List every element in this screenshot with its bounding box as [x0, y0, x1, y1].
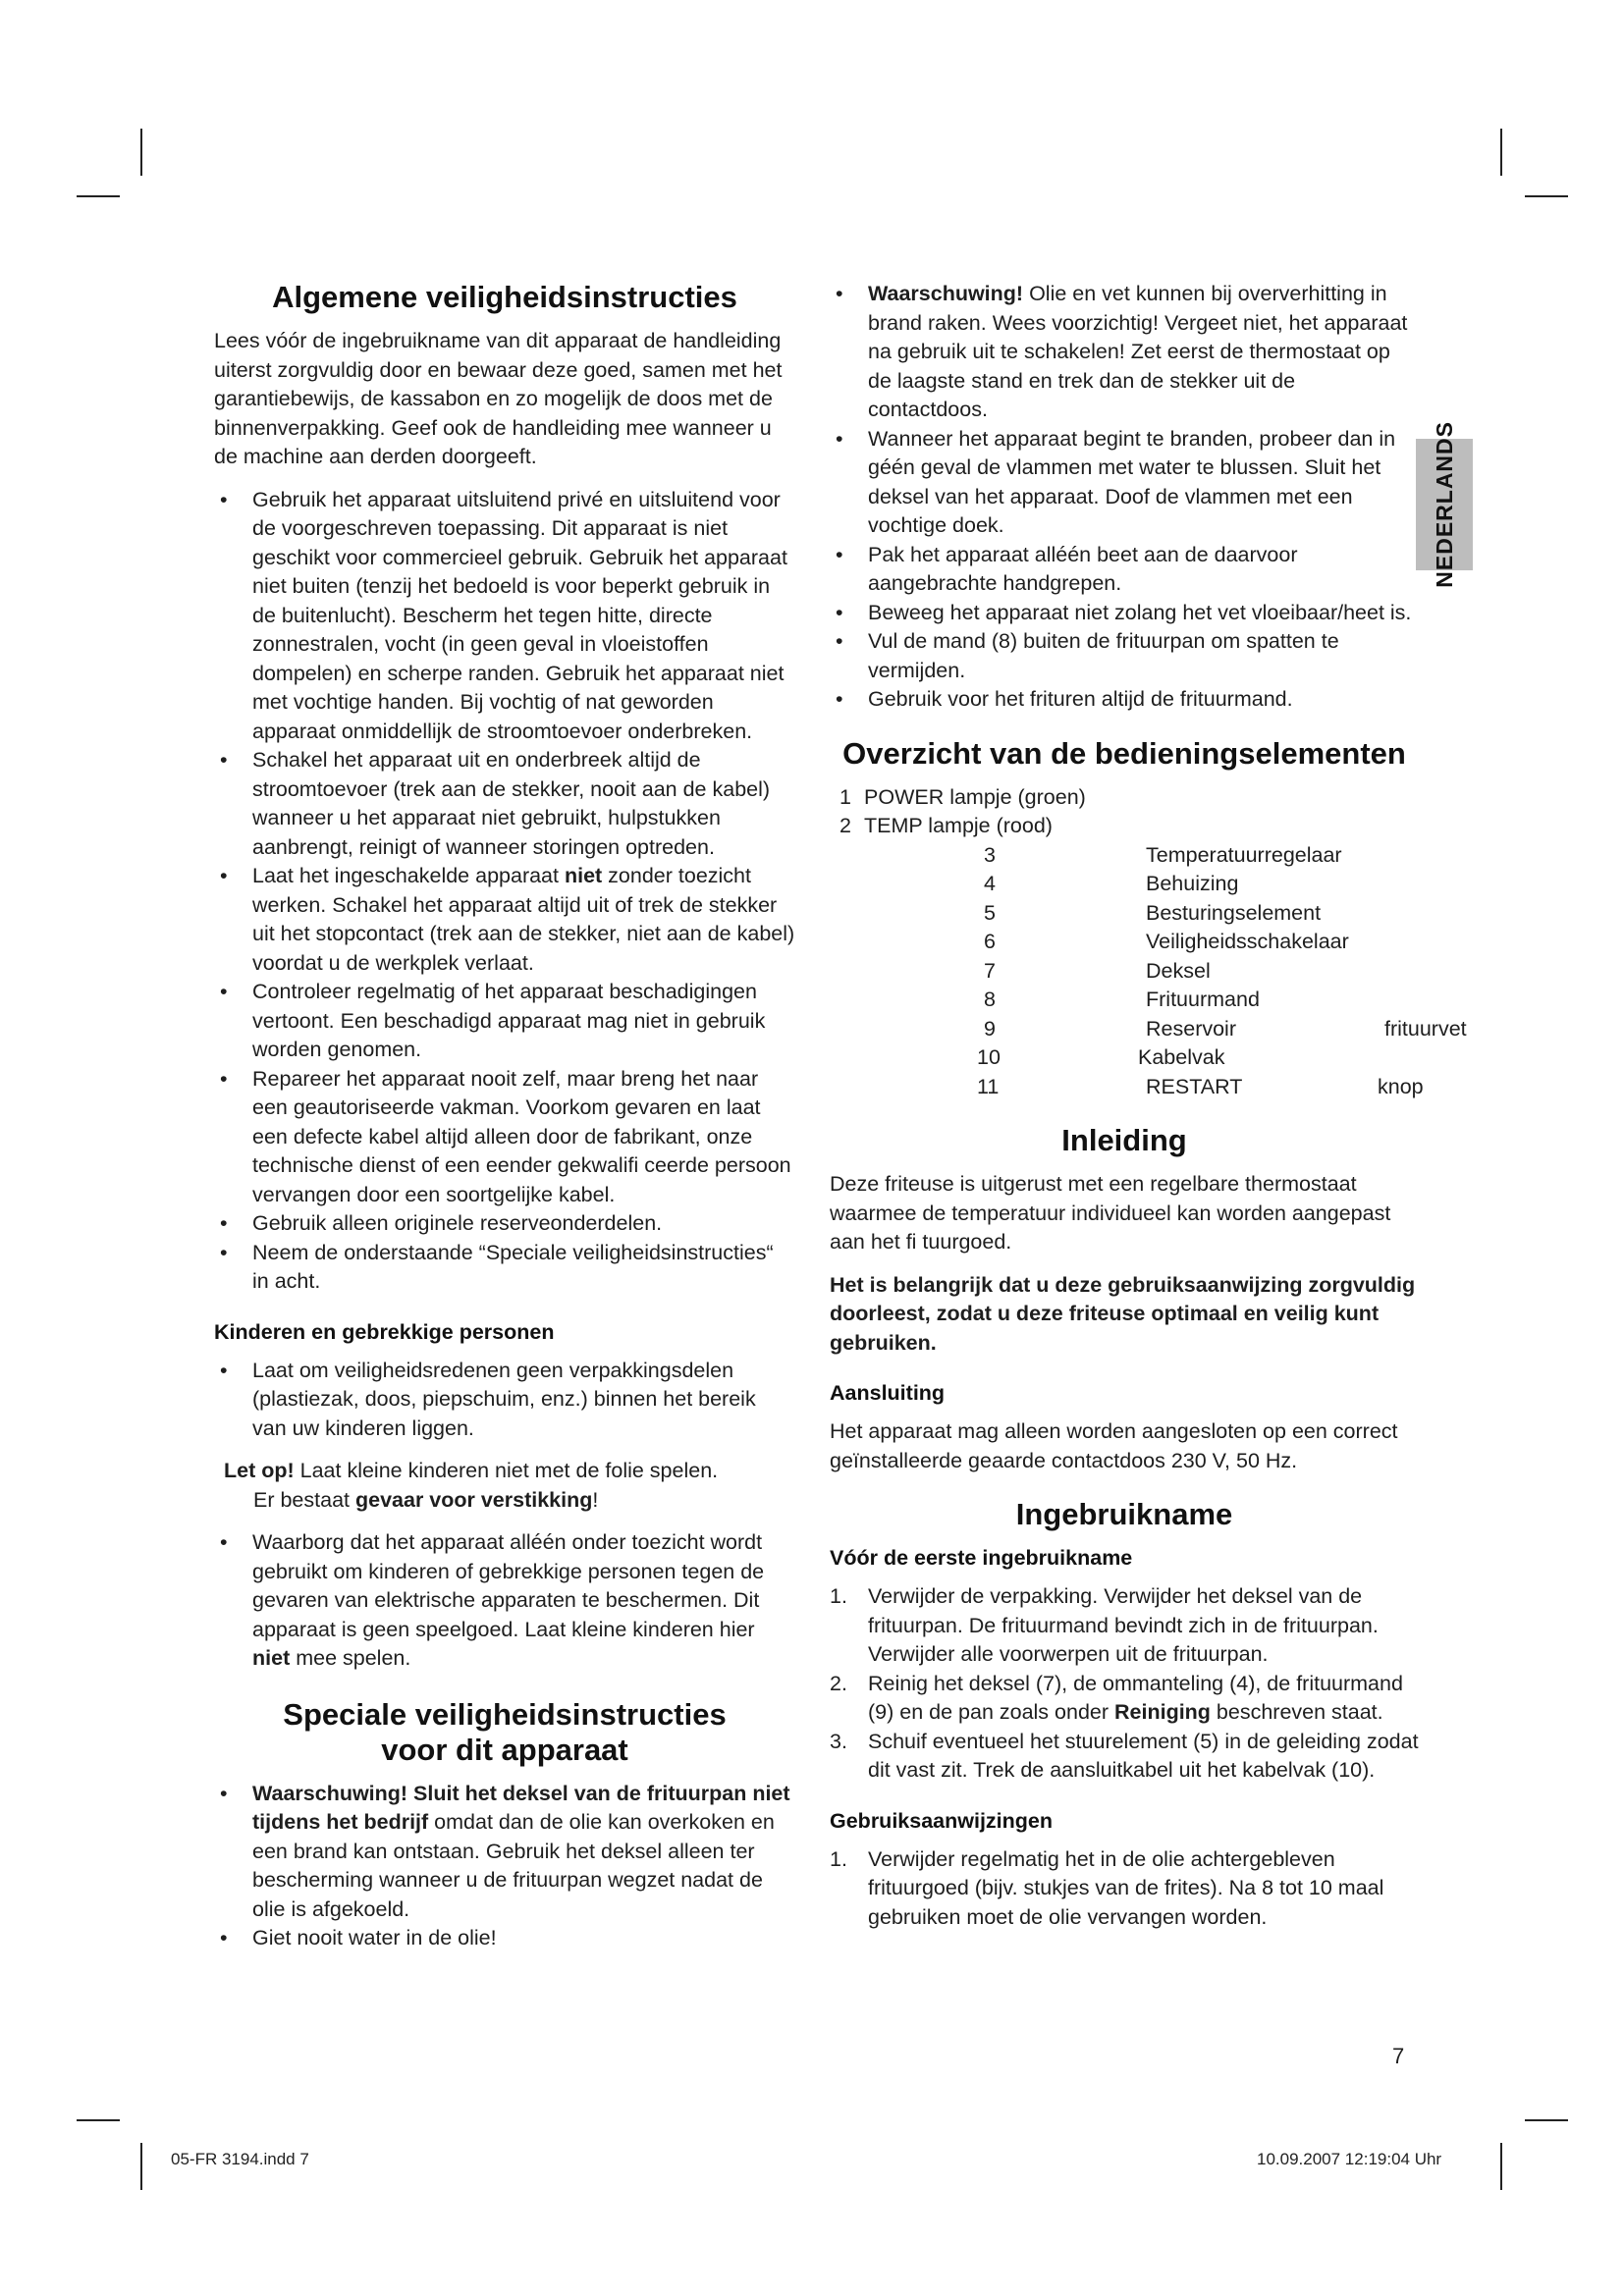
overview-row: 4 Behuizing: [984, 872, 1239, 895]
overview-row: 2 TEMP lampje (rood): [839, 814, 1053, 837]
list-item: • Repareer het apparaat nooit zelf, maar breng het naar een geautoriseerde vakman. Voorkom gevaren en laat een defecte kabel altijd alleen door de fabrikant, onze technische dienst of een eender gekwalifi ceerde persoon vervangen door een soortgelijke kabel.: [214, 1065, 795, 1210]
waarborg-list: [214, 1528, 795, 1674]
list-item: 1. Verwijder regelmatig het in de olie achtergebleven frituurgoed (bijv. stukjes van de frites). Na 8 tot 10 maal gebruiken moet de olie vervangen worden.: [830, 1846, 1384, 1929]
list-item: • Wanneer het apparaat begint te branden, probeer dan in géén geval de vlammen met water te blussen. Sluit het deksel van het apparaat. Doof de vlammen met een vochtige doek.: [830, 425, 1419, 541]
list-item: • Schakel het apparaat uit en onderbreek altijd de stroomtoevoer (trek aan de stekker, nooit aan de kabel) wanneer u het apparaat niet gebruikt, hulpstukken aanbrengt, reinigt of wanneer storingen optreden.: [214, 746, 795, 862]
warning-list: [830, 280, 1419, 715]
overview-row: 3 Temperatuurregelaar: [984, 842, 1342, 867]
ingebruikname-steps: [830, 1582, 1419, 1786]
list-item: 2. Reinig het deksel (7), de ommanteling (4), de frituurmand (9) en de pan zoals onder Reiniging beschreven staat.: [830, 1671, 1403, 1724]
overview-row: 5 Besturingselement: [984, 900, 1322, 925]
aansluiting-paragraph: Het apparaat mag alleen worden aangesloten op een correct geïnstalleerde geaarde contactdoos 230 V, 50 Hz.: [830, 1419, 1398, 1472]
crop-mark: [1500, 129, 1502, 176]
let-op-note: Let op! Laat kleine kinderen niet met de folie spelen. Er bestaat gevaar voor verstikking!: [224, 1459, 719, 1512]
list-item: • Giet nooit water in de olie!: [214, 1924, 795, 1953]
list-item: • Gebruik het apparaat uitsluitend privé en uitsluitend voor de voorgeschreven toepassing. Dit apparaat is niet geschikt voor commercieel gebruik. Gebruik het apparaat niet buiten (tenzij het bedoeld is voor beperkt gebruik in de buitenlucht). Bescherm het tegen hitte, directe zonnestralen, vocht (in geen geval in vloeistoffen dompelen) en scherpe randen. Gebruik het apparaat niet met vochtige handen. Bij vochtig of nat geworden apparaat onmiddellijk de stroomtoevoer onderbreken.: [214, 486, 795, 747]
kinderen-list: [214, 1357, 795, 1444]
crop-mark: [1525, 195, 1568, 197]
overview-list: [830, 783, 1467, 1102]
left-column: [214, 280, 795, 1967]
heading-algemene-veiligheidsinstructies: Algemene veiligheidsinstructies: [272, 280, 737, 314]
list-item: • Neem de onderstaande “Speciale veiligheidsinstructies“ in acht.: [214, 1239, 795, 1297]
list-item: • Gebruik alleen originele reserveonderdelen.: [214, 1209, 795, 1239]
overview-row: 7 Deksel: [984, 958, 1211, 983]
heading-speciale-veiligheidsinstructies: Speciale veiligheidsinstructies voor dit apparaat: [283, 1696, 727, 1767]
slug-file: 05-FR 3194.indd 7: [171, 2150, 309, 2168]
overview-row: 6 Veiligheidsschakelaar: [984, 930, 1349, 953]
list-item: 3. Schuif eventueel het stuurelement (5) in de geleiding zodat dit vast zit. Trek de aansluitkabel uit het kabelvak (10).: [830, 1729, 1419, 1782]
list-item: • Vul de mand (8) buiten de frituurpan om spatten te vermijden.: [830, 627, 1419, 685]
crop-mark: [140, 2143, 142, 2190]
overview-row: 11 RESTART knop: [977, 1074, 1424, 1098]
crop-mark: [77, 195, 120, 197]
overview-row: 8 Frituurmand: [984, 988, 1260, 1011]
heading-kinderen: Kinderen en gebrekkige personen: [214, 1319, 555, 1344]
list-item: • Waarschuwing! Sluit het deksel van de frituurpan niet tijdens het bedrijf omdat dan de olie kan overkoken en een brand kan ontstaan. Gebruik het deksel alleen ter bescherming wanneer u de frituurpan wegzet nadat de olie is afgekoeld.: [214, 1780, 795, 1925]
speciale-list: [214, 1780, 795, 1953]
list-item: • Laat om veiligheidsredenen geen verpakkingsdelen (plastiezak, doos, piepschuim, enz.) binnen het bereik van uw kinderen liggen.: [214, 1357, 795, 1444]
language-tab: NEDERLANDS: [1416, 439, 1473, 570]
overview-row: 1 POWER lampje (groen): [839, 784, 1086, 809]
list-item: • Laat het ingeschakelde apparaat niet zonder toezicht werken. Schakel het apparaat altijd uit of trek de stekker uit het stopcontact (trek aan de stekker, niet aan de kabel) voordat u de werkplek verlaat.: [214, 862, 795, 978]
crop-mark: [77, 2119, 120, 2121]
inleiding-bold-paragraph: Het is belangrijk dat u deze gebruiksaanwijzing zorgvuldig doorleest, zodat u deze friteuse optimaal en veilig kunt gebruiken.: [830, 1272, 1416, 1355]
list-item: • Waarborg dat het apparaat alléén onder toezicht wordt gebruikt om kinderen of gebrekkige personen tegen de gevaren van elektrische apparaten te beschermen. Dit apparaat is geen speelgoed. Laat kleine kinderen hier niet mee spelen.: [214, 1528, 795, 1674]
list-item: 1. Verwijder de verpakking. Verwijder het deksel van de frituurpan. De frituurmand bevindt zich in de frituurpan. Verwijder alle voorwerpen uit de frituurpan.: [830, 1584, 1379, 1666]
heading-ingebruikname: Ingebruikname: [1015, 1497, 1233, 1531]
intro-paragraph: Lees vóór de ingebruikname van dit apparaat de handleiding uiterst zorgvuldig door en bewaar deze goed, samen met het garantiebewijs, de kassabon en zo mogelijk de doos met de binnenverpakking. Geef ook de handleiding mee wanneer u de machine aan derden doorgeeft.: [214, 329, 783, 468]
crop-mark: [1525, 2119, 1568, 2121]
crop-mark: [1500, 2143, 1502, 2190]
safety-list: [214, 486, 795, 1297]
slug-date: 10.09.2007 12:19:04 Uhr: [1257, 2150, 1442, 2168]
heading-aansluiting: Aansluiting: [830, 1381, 946, 1405]
list-item: • Controleer regelmatig of het apparaat beschadigingen vertoont. Een beschadigd apparaat mag niet in gebruik worden genomen.: [214, 978, 795, 1065]
heading-voor-eerste-ingebruikname: Vóór de eerste ingebruikname: [830, 1546, 1133, 1570]
gebruik-steps: [830, 1845, 1419, 1933]
list-item: • Beweeg het apparaat niet zolang het vet vloeibaar/heet is.: [830, 599, 1419, 628]
overview-row: 9 Reservoir frituurvet: [984, 1016, 1467, 1041]
heading-overzicht: Overzicht van de bedieningselementen: [842, 735, 1406, 771]
heading-gebruiksaanwijzingen: Gebruiksaanwijzingen: [830, 1808, 1053, 1833]
overview-row: 10 Kabelvak: [977, 1045, 1225, 1069]
inleiding-paragraph: Deze friteuse is uitgerust met een regelbare thermostaat waarmee de temperatuur individueel kan worden aangepast aan het fi tuurgoed.: [830, 1172, 1391, 1254]
page-number: 7: [1392, 2044, 1405, 2068]
list-item: • Gebruik voor het frituren altijd de frituurmand.: [830, 685, 1419, 715]
crop-mark: [140, 129, 142, 176]
list-item: • Pak het apparaat alléén beet aan de daarvoor aangebrachte handgrepen.: [830, 541, 1419, 599]
list-item: • Waarschuwing! Olie en vet kunnen bij oververhitting in brand raken. Wees voorzichtig! Vergeet niet, het apparaat na gebruik uit te schakelen! Zet eerst de thermostaat op de laagste stand en trek dan de stekker uit de contactdoos.: [830, 280, 1419, 425]
heading-inleiding: Inleiding: [1061, 1123, 1187, 1157]
